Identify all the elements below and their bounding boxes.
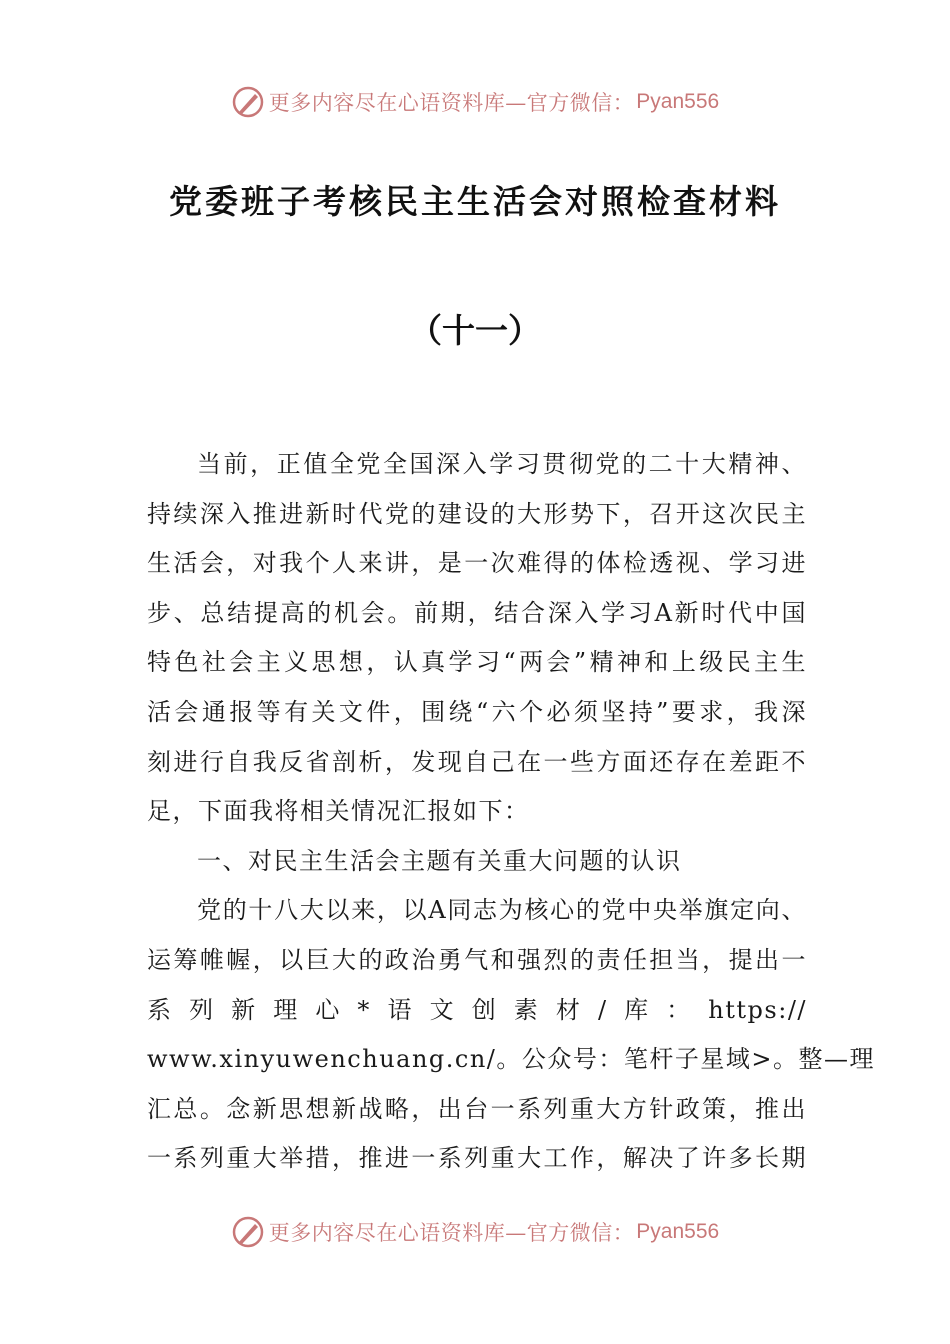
watermark-handle: Pyan556 xyxy=(636,1220,720,1243)
body-line: 特色社会主义思想，认真学习“两会”精神和上级民主生 xyxy=(147,648,807,677)
body-line: 系列新理心*语文创素材/库：https:// xyxy=(147,995,807,1024)
body-line: 活会通报等有关文件，围绕“六个必须坚持”要求，我深 xyxy=(147,697,807,726)
watermark-text: 更多内容尽在心语资料库—官方微信： xyxy=(268,1221,635,1245)
body-line: 运筹帷幄，以巨大的政治勇气和强烈的责任担当，提出一 xyxy=(147,945,807,974)
body-line: 持续深入推进新时代党的建设的大形势下，召开这次民主 xyxy=(147,499,807,528)
body-line: 步、总结提高的机会。前期，结合深入学习A新时代中国 xyxy=(147,598,807,627)
document-subtitle: （十一） xyxy=(409,311,541,350)
quill-logo-icon xyxy=(231,85,265,119)
footer-watermark xyxy=(0,1212,950,1252)
body-line: 汇总。念新思想新战略，出台一系列重大方针政策，推出 xyxy=(147,1094,807,1123)
header-watermark xyxy=(0,82,950,122)
section-heading: 一、对民主生活会主题有关重大问题的认识 xyxy=(197,846,682,875)
body-line: 党的十八大以来，以A同志为核心的党中央举旗定向、 xyxy=(197,896,807,925)
document-title: 党委班子考核民主生活会对照检查材料 xyxy=(169,182,781,221)
body-line: www.xinyuwenchuang.cn/。公众号：笔杆子星域>。整—理 xyxy=(147,1045,876,1074)
watermark-handle: Pyan556 xyxy=(636,90,720,113)
document-body xyxy=(147,440,876,1184)
body-line: 生活会，对我个人来讲，是一次难得的体检透视、学习进 xyxy=(147,549,807,578)
quill-logo-icon xyxy=(231,1215,265,1249)
watermark-text: 更多内容尽在心语资料库—官方微信： xyxy=(268,91,635,115)
body-line: 一系列重大举措，推进一系列重大工作，解决了许多长期 xyxy=(147,1144,807,1173)
body-line: 当前，正值全党全国深入学习贯彻党的二十大精神、 xyxy=(197,450,807,478)
body-line: 刻进行自我反省剖析，发现自己在一些方面还存在差距不 xyxy=(147,747,807,776)
body-line: 足，下面我将相关情况汇报如下： xyxy=(147,797,530,826)
